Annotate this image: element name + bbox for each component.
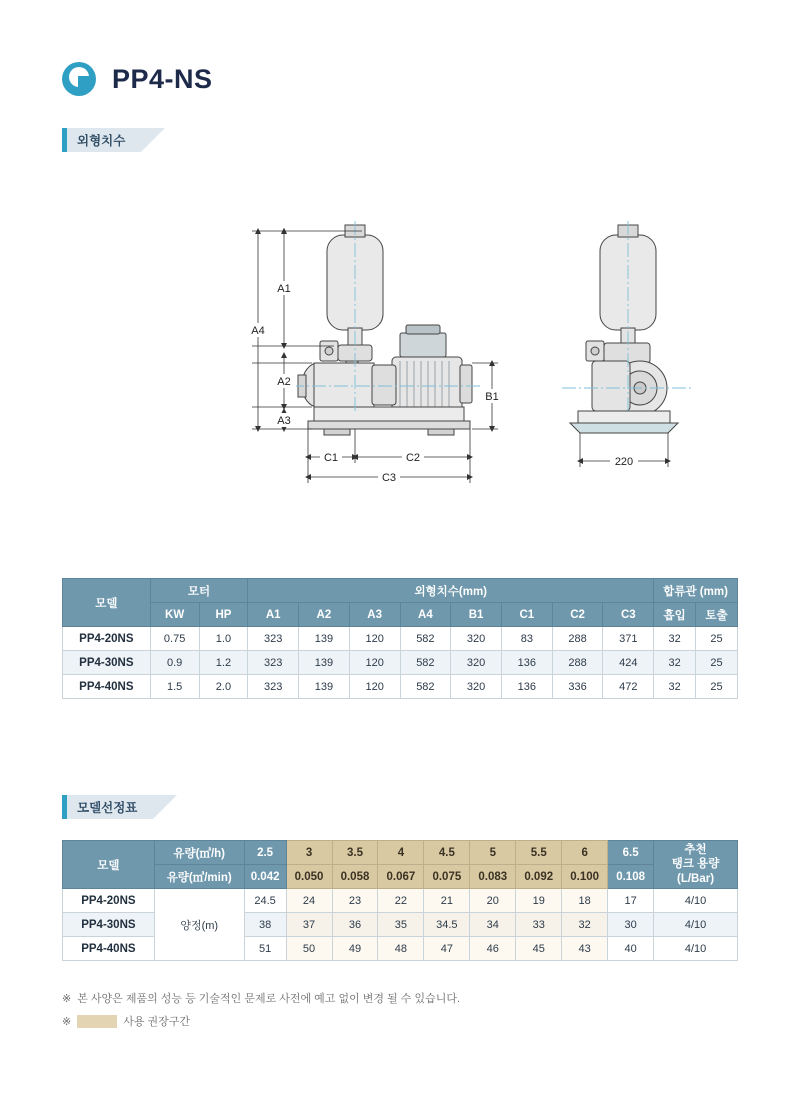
dim-th-a3: A3 xyxy=(349,603,400,627)
dim-cell-c2: 288 xyxy=(552,651,603,675)
dim-cell-in: 32 xyxy=(654,675,696,699)
sel-th-flow-h: 유량(㎥/h) xyxy=(154,841,244,865)
sel-cell-v6: 19 xyxy=(516,889,562,913)
pump-drawing-svg xyxy=(62,215,742,505)
table-row xyxy=(63,675,738,699)
footnote-text-2: 사용 권장구간 xyxy=(123,1016,191,1028)
sel-cell-v1: 24 xyxy=(286,889,332,913)
sel-cell-v3: 35 xyxy=(378,913,424,937)
dim-cell-hp: 1.2 xyxy=(199,651,248,675)
dimension-table xyxy=(62,578,738,699)
dim-cell-model: PP4-20NS xyxy=(63,627,151,651)
sel-cell-v2: 36 xyxy=(332,913,378,937)
dim-th-dims: 외형치수(mm) xyxy=(248,579,654,603)
dim-label-B1: B1 xyxy=(485,391,499,403)
dim-th-a1: A1 xyxy=(248,603,299,627)
footnote-mark-1: ※ xyxy=(62,992,72,1005)
sel-cell-v8: 30 xyxy=(608,913,654,937)
footnotes xyxy=(62,990,460,1036)
sel-th-flowmin-2: 0.058 xyxy=(332,865,378,889)
sel-th-flow-5: 5 xyxy=(470,841,516,865)
dim-th-b1: B1 xyxy=(451,603,502,627)
sel-cell-model: PP4-40NS xyxy=(63,937,155,961)
sel-th-flowmin-8: 0.108 xyxy=(608,865,654,889)
dim-cell-a1: 323 xyxy=(248,675,299,699)
dim-cell-c3: 371 xyxy=(603,627,654,651)
sel-cell-v5: 34 xyxy=(470,913,516,937)
dim-cell-hp: 2.0 xyxy=(199,675,248,699)
sel-th-model: 모델 xyxy=(63,841,155,889)
sel-th-flowmin-4: 0.075 xyxy=(424,865,470,889)
dim-th-c2: C2 xyxy=(552,603,603,627)
footnote-mark-2: ※ xyxy=(62,1015,72,1028)
sel-cell-v2: 23 xyxy=(332,889,378,913)
sel-th-flow-3: 3 xyxy=(286,841,332,865)
sel-th-tank xyxy=(654,841,738,889)
footnote-text-1: 본 사양은 제품의 성능 등 기술적인 문제로 사전에 예고 없이 변경 될 수 있습니다. xyxy=(77,993,461,1005)
dim-cell-a1: 323 xyxy=(248,627,299,651)
dim-cell-a4: 582 xyxy=(400,675,451,699)
dim-label-A2: A2 xyxy=(277,376,291,388)
sel-cell-head-label: 양정(m) xyxy=(154,889,244,961)
dim-cell-a2: 139 xyxy=(299,627,350,651)
sel-cell-model: PP4-20NS xyxy=(63,889,155,913)
selection-table xyxy=(62,840,738,961)
dim-th-in: 흡입 xyxy=(654,603,696,627)
sel-cell-v7: 43 xyxy=(562,937,608,961)
sel-cell-tank: 4/10 xyxy=(654,913,738,937)
dim-cell-kw: 0.9 xyxy=(150,651,199,675)
dim-th-c3: C3 xyxy=(603,603,654,627)
dim-cell-c1: 136 xyxy=(501,651,552,675)
dim-th-a2: A2 xyxy=(299,603,350,627)
dim-cell-c3: 424 xyxy=(603,651,654,675)
sel-th-flowmin-5: 0.083 xyxy=(470,865,516,889)
dimension-drawing xyxy=(62,215,742,505)
sel-cell-v3: 48 xyxy=(378,937,424,961)
sel-th-flowmin-7: 0.100 xyxy=(562,865,608,889)
dim-cell-in: 32 xyxy=(654,627,696,651)
sel-cell-v8: 40 xyxy=(608,937,654,961)
dim-cell-a3: 120 xyxy=(349,675,400,699)
sel-cell-v6: 33 xyxy=(516,913,562,937)
sel-cell-v4: 47 xyxy=(424,937,470,961)
dim-cell-c1: 136 xyxy=(501,675,552,699)
circle-swirl-icon xyxy=(62,62,96,96)
dim-th-motor: 모터 xyxy=(150,579,248,603)
sel-th-flow-6: 6 xyxy=(562,841,608,865)
dim-cell-a2: 139 xyxy=(299,651,350,675)
dim-th-model: 모델 xyxy=(63,579,151,627)
dim-cell-a2: 139 xyxy=(299,675,350,699)
dim-th-pipe: 합류관 (mm) xyxy=(654,579,738,603)
table-row xyxy=(63,651,738,675)
dim-label-C3: C3 xyxy=(381,472,397,484)
ribbon-body xyxy=(67,128,141,152)
section-header-selection xyxy=(62,795,153,819)
sel-th-flow-4_5: 4.5 xyxy=(424,841,470,865)
dim-cell-model: PP4-30NS xyxy=(63,651,151,675)
dim-cell-a4: 582 xyxy=(400,651,451,675)
sel-cell-v0: 38 xyxy=(244,913,286,937)
sel-th-flow-2_5: 2.5 xyxy=(244,841,286,865)
sel-cell-tank: 4/10 xyxy=(654,937,738,961)
sel-cell-v4: 34.5 xyxy=(424,913,470,937)
page-header xyxy=(62,62,213,96)
section-label-selection: 모델선정표 xyxy=(77,801,138,815)
sel-th-flow-5_5: 5.5 xyxy=(516,841,562,865)
dim-cell-out: 25 xyxy=(696,627,738,651)
sel-th-flow-4: 4 xyxy=(378,841,424,865)
dim-cell-model: PP4-40NS xyxy=(63,675,151,699)
sel-cell-v2: 49 xyxy=(332,937,378,961)
sel-cell-v0: 51 xyxy=(244,937,286,961)
sel-th-tank-line3: (L/Bar) xyxy=(677,872,715,885)
dim-label-C1: C1 xyxy=(323,452,339,464)
dim-cell-hp: 1.0 xyxy=(199,627,248,651)
page-title: PP4-NS xyxy=(112,63,213,94)
dim-cell-b1: 320 xyxy=(451,651,502,675)
table-row xyxy=(63,889,738,913)
sel-cell-v0: 24.5 xyxy=(244,889,286,913)
sel-th-tank-line2: 탱크 용량 xyxy=(671,858,720,871)
section-label-dimensions: 외형치수 xyxy=(77,134,126,148)
sel-th-flowmin-3: 0.067 xyxy=(378,865,424,889)
sel-cell-v7: 32 xyxy=(562,913,608,937)
dim-label-side-width: 220 xyxy=(614,456,634,468)
sel-cell-v1: 37 xyxy=(286,913,332,937)
footnote-1 xyxy=(62,990,460,1006)
dim-cell-a3: 120 xyxy=(349,627,400,651)
sel-th-flow-min: 유량(㎥/min) xyxy=(154,865,244,889)
dim-th-kw: KW xyxy=(150,603,199,627)
sel-cell-v1: 50 xyxy=(286,937,332,961)
dim-cell-c2: 336 xyxy=(552,675,603,699)
dim-cell-c2: 288 xyxy=(552,627,603,651)
dim-label-C2: C2 xyxy=(405,452,421,464)
sel-cell-tank: 4/10 xyxy=(654,889,738,913)
dim-cell-b1: 320 xyxy=(451,627,502,651)
dim-cell-b1: 320 xyxy=(451,675,502,699)
dim-cell-in: 32 xyxy=(654,651,696,675)
sel-cell-v7: 18 xyxy=(562,889,608,913)
dim-cell-out: 25 xyxy=(696,675,738,699)
footnote-2 xyxy=(62,1013,460,1029)
dim-cell-a3: 120 xyxy=(349,651,400,675)
sel-th-flowmin-1: 0.050 xyxy=(286,865,332,889)
dim-th-hp: HP xyxy=(199,603,248,627)
sel-th-tank-line1: 추천 xyxy=(684,843,707,856)
dim-label-A3: A3 xyxy=(277,415,291,427)
sel-cell-v4: 21 xyxy=(424,889,470,913)
sel-cell-model: PP4-30NS xyxy=(63,913,155,937)
dim-cell-kw: 1.5 xyxy=(150,675,199,699)
dim-cell-a1: 323 xyxy=(248,651,299,675)
sel-th-flow-3_5: 3.5 xyxy=(332,841,378,865)
sel-cell-v5: 20 xyxy=(470,889,516,913)
table-row xyxy=(63,627,738,651)
dim-th-a4: A4 xyxy=(400,603,451,627)
section-header-dimensions xyxy=(62,128,141,152)
dim-cell-out: 25 xyxy=(696,651,738,675)
dim-label-A4: A4 xyxy=(251,325,265,337)
ribbon-body xyxy=(67,795,153,819)
sel-cell-v8: 17 xyxy=(608,889,654,913)
sel-cell-v3: 22 xyxy=(378,889,424,913)
dimension-table-wrap xyxy=(62,578,738,699)
dim-label-A1: A1 xyxy=(277,283,291,295)
sel-cell-v5: 46 xyxy=(470,937,516,961)
dim-th-out: 토출 xyxy=(696,603,738,627)
dim-cell-c3: 472 xyxy=(603,675,654,699)
dim-cell-kw: 0.75 xyxy=(150,627,199,651)
dim-cell-c1: 83 xyxy=(501,627,552,651)
dim-th-c1: C1 xyxy=(501,603,552,627)
sel-th-flowmin-0: 0.042 xyxy=(244,865,286,889)
sel-th-flow-6_5: 6.5 xyxy=(608,841,654,865)
dim-cell-a4: 582 xyxy=(400,627,451,651)
selection-table-wrap xyxy=(62,840,738,961)
sel-th-flowmin-6: 0.092 xyxy=(516,865,562,889)
sel-cell-v6: 45 xyxy=(516,937,562,961)
legend-swatch-recommended-range xyxy=(77,1015,117,1028)
